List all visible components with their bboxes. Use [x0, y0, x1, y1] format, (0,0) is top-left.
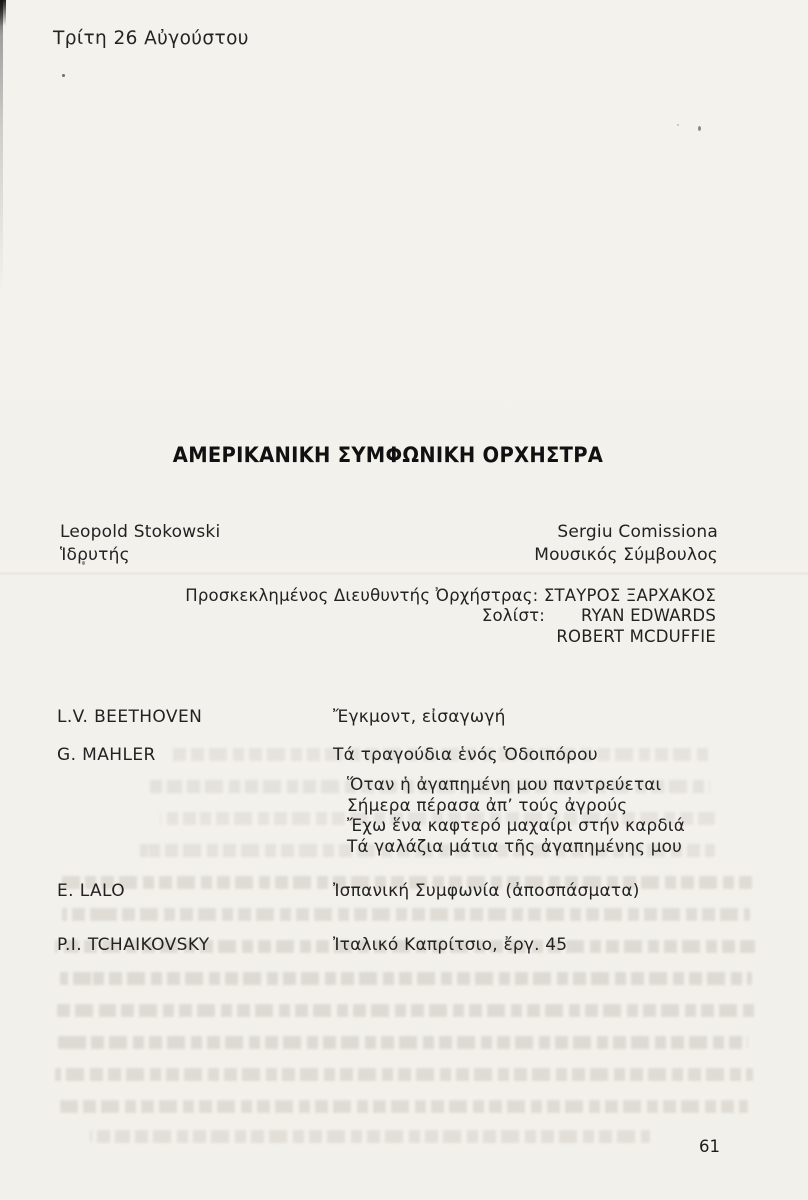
song-title: Ἔχω ἕνα καφτερό μαχαίρι στήν καρδιά	[347, 815, 685, 836]
music-advisor-block	[534, 521, 718, 566]
bleed-through-line	[60, 1100, 748, 1113]
soloists-label: Σολίστ:	[481, 606, 546, 626]
music-advisor-name: Sergiu Comissiona	[557, 522, 718, 542]
soloist-name: ROBERT MCDUFFIE	[556, 626, 716, 646]
bleed-through-line	[55, 1004, 757, 1017]
work-title: Ἔγκμοντ, εἰσαγωγή	[333, 707, 506, 727]
program-row	[0, 935, 808, 955]
guest-conductor-line	[185, 586, 716, 606]
composer-name: L.V. BEETHOVEN	[57, 707, 203, 727]
song-title: Τά γαλάζια μάτια τῆς ἀγαπημένης μου	[347, 835, 683, 856]
orchestra-title: ΑΜΕΡΙΚΑΝΙΚΗ ΣΥΜΦΩΝΙΚΗ ΟΡΧΗΣΤΡΑ	[172, 443, 604, 467]
bleed-through-line	[58, 1036, 748, 1049]
composer-name: P.I. TCHAIKOVSKY	[57, 935, 210, 955]
program-row	[0, 707, 808, 727]
page-number: 61	[699, 1137, 720, 1156]
founder-block	[60, 521, 220, 566]
bleed-through-line	[60, 972, 752, 985]
program-row	[0, 745, 808, 765]
soloist-name: RYAN EDWARDS	[581, 606, 716, 626]
bleed-through-line	[90, 1130, 650, 1143]
guest-conductor-block	[185, 586, 716, 647]
founder-name: Leopold Stokowski	[60, 522, 221, 542]
work-title: Ἰταλικό Καπρίτσιο, ἔργ. 45	[333, 935, 568, 955]
work-title: Ἰσπανική Συμφωνία (ἀποσπάσματα)	[333, 881, 640, 901]
founder-role: Ἱδρυτής	[60, 544, 130, 565]
guest-conductor-label: Προσκεκλημένος Διευθυντής Ὀρχήστρας:	[185, 586, 539, 605]
guest-conductor-name: ΣΤΑΥΡΟΣ ΞΑΡΧΑΚΟΣ	[543, 586, 716, 605]
song-title: Σήμερα πέρασα ἀπ’ τούς ἀγρούς	[347, 794, 628, 815]
song-title: Ὅταν ἡ ἀγαπημένη μου παντρεύεται	[347, 774, 662, 794]
soloists-line	[185, 606, 716, 626]
bleed-through-line	[62, 908, 750, 921]
music-advisor-role: Μουσικός Σύμβουλος	[534, 544, 718, 565]
concert-date: Τρίτη 26 Αὐγούστου	[53, 28, 249, 49]
bleed-through-line	[55, 1068, 753, 1081]
composer-name: E. LALO	[57, 881, 126, 901]
mahler-song-list	[347, 774, 685, 856]
work-title: Τά τραγούδια ἑνός Ὁδοιπόρου	[333, 745, 598, 765]
program-row	[0, 881, 808, 901]
composer-name: G. MAHLER	[57, 745, 156, 765]
